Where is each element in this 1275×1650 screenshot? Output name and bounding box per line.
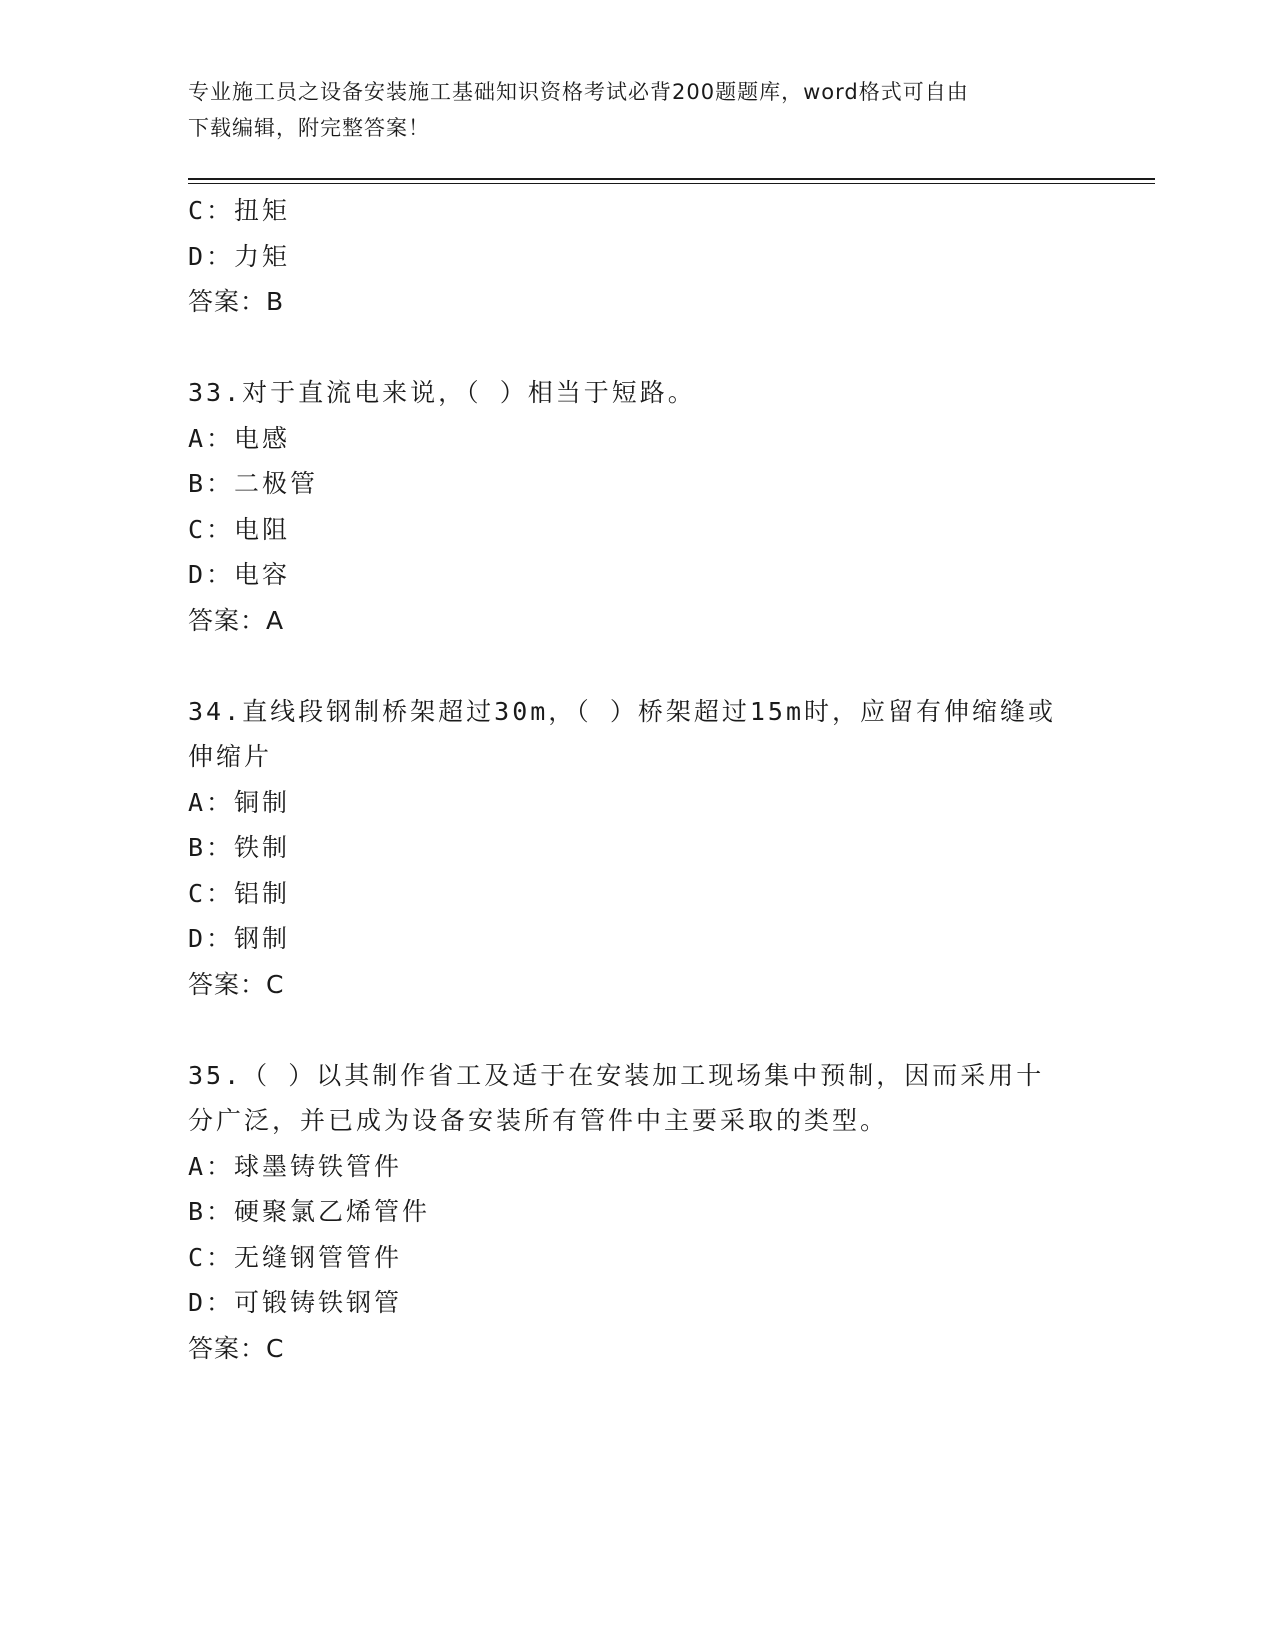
option-d: D：钢制 <box>188 924 291 953</box>
question-stem: 35.（ ）以其制作省工及适于在安装加工现场集中预制，因而采用十 <box>188 1060 1045 1090</box>
document-header <box>188 74 1088 146</box>
question-list <box>188 188 1088 1371</box>
question-stem: 33.对于直流电来说，（ ）相当于短路。 <box>188 378 696 407</box>
answer-line: 答案：C <box>188 969 285 999</box>
question-34 <box>188 689 1088 1008</box>
header-line-1: 专业施工员之设备安装施工基础知识资格考试必背200题题库，word格式可自由 <box>188 80 969 104</box>
question-stem-continued: 伸缩片 <box>188 742 273 771</box>
header-rule-thick <box>188 178 1155 180</box>
option-d: D：电容 <box>188 560 291 589</box>
option-c: C：扭矩 <box>188 196 291 225</box>
header-line-2: 下载编辑，附完整答案！ <box>188 116 430 140</box>
option-c: C：铝制 <box>188 878 291 908</box>
option-d: D：可锻铸铁钢管 <box>188 1288 403 1317</box>
question-stem: 34.直线段钢制桥架超过30m，（ ）桥架超过15m时，应留有伸缩缝或 <box>188 696 1057 726</box>
answer-line: 答案：C <box>188 1333 285 1363</box>
header-rule-thin <box>188 183 1155 184</box>
answer-line: 答案：B <box>188 287 285 316</box>
option-c: C：电阻 <box>188 514 291 544</box>
spacer <box>188 1007 1088 1053</box>
answer-line: 答案：A <box>188 605 285 635</box>
option-a: A：铜制 <box>188 787 291 817</box>
option-b: B：二极管 <box>188 469 319 498</box>
option-b: B：铁制 <box>188 833 291 862</box>
spacer <box>188 325 1088 371</box>
question-32-tail <box>188 188 1088 325</box>
spacer <box>188 643 1088 689</box>
option-a: A：球墨铸铁管件 <box>188 1151 403 1181</box>
question-stem-continued: 分广泛，并已成为设备安装所有管件中主要采取的类型。 <box>188 1106 889 1135</box>
question-33 <box>188 370 1088 643</box>
option-a: A：电感 <box>188 423 291 453</box>
option-c: C：无缝钢管管件 <box>188 1242 403 1272</box>
option-d: D：力矩 <box>188 241 291 271</box>
question-35 <box>188 1053 1088 1372</box>
option-b: B：硬聚氯乙烯管件 <box>188 1197 431 1226</box>
